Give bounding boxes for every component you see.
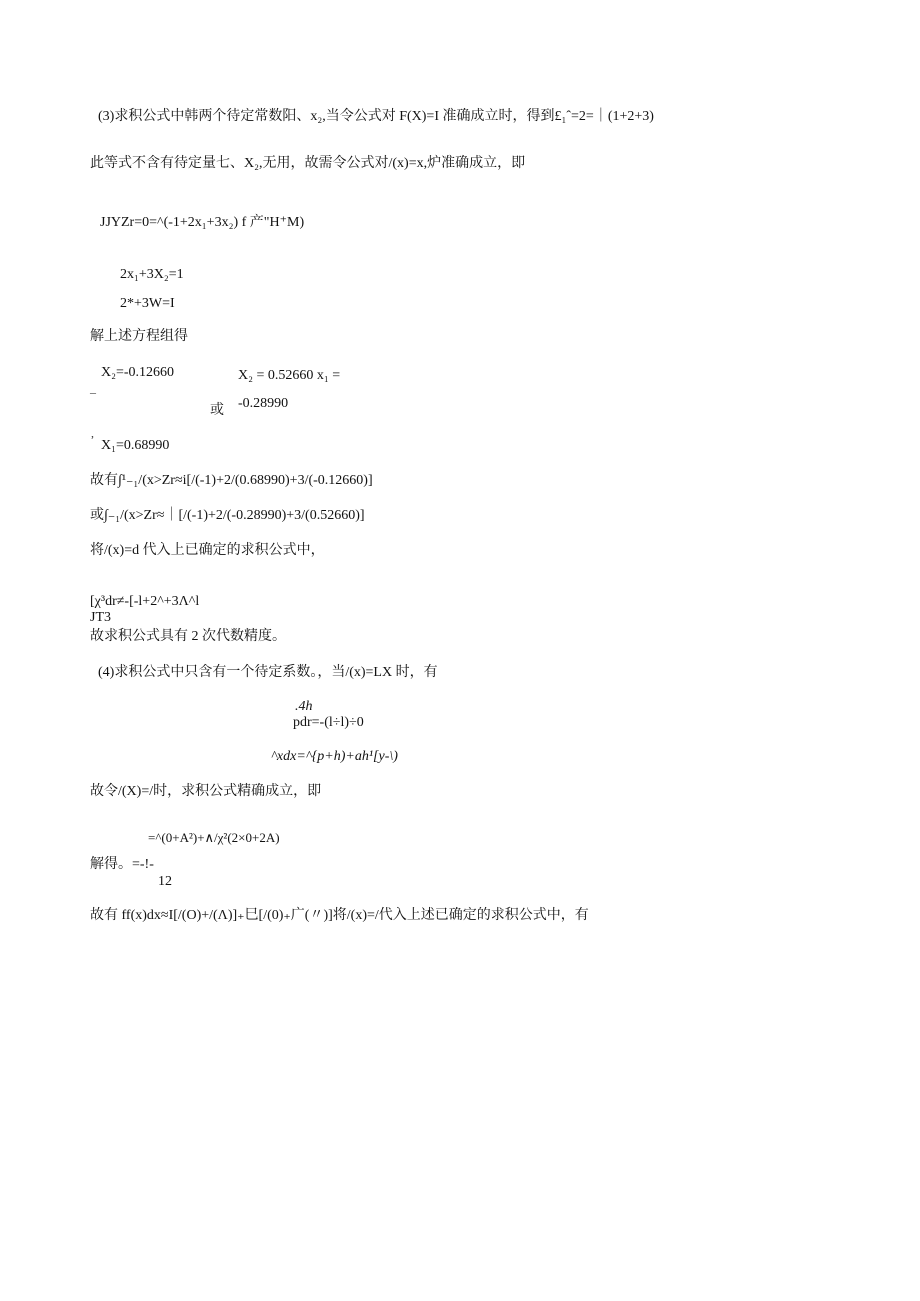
solved-line: 解得。=-!- (90, 857, 154, 872)
section-4-condition: 故令/(X)=/时，求积公式精确成立，即 (90, 784, 322, 799)
solution-b-x1: -0.28990 (238, 396, 289, 411)
formula-4-a: .4h (295, 699, 313, 714)
solution-a-x2: X₂=-0.12660 (101, 365, 175, 380)
formula-4-d: =^(0+A²)+∧/χ²(2×0+2A) (148, 830, 280, 845)
solved-denominator: 12 (158, 874, 172, 889)
solution-or: 或 (210, 403, 224, 418)
solution-a-comma: , (91, 426, 94, 440)
equation-system-line-2: 2*+3W=I (120, 296, 175, 311)
formula-4-c: ^xdx=^{p+h)+ah¹[y-\) (271, 749, 398, 764)
check-jt3: JT3 (90, 610, 111, 625)
section-3-note: 此等式不含有待定量七、X₂,无用，故需令公式对/(x)=x,炉准确成立，即 (90, 156, 526, 171)
equation-jjyz: JJYZr=0=^(-1+2x₁+3x₂) f 产"H⁺M) (100, 215, 305, 230)
solution-b-x2: X₂ = 0.52660 x₁ = (238, 368, 341, 383)
equation-system-line-1: 2x₁+3X₂=1 (120, 267, 184, 282)
solution-a-x1: X₁=0.68990 (101, 438, 170, 453)
solve-label: 解上述方程组得 (90, 329, 188, 344)
check-equation: [χ³dr≠-[-l+2^+3Λ^l (90, 594, 200, 609)
final-line: 故有 ff(x)dx≈I[/(O)+/(Λ)]₊巳[/(0)₊广(〃)]将/(x)=/代入上述已确定的求积公式中，有 (90, 908, 589, 923)
section-3-intro: (3)求积公式中韩两个待定常数阳、x₂,当令公式对 F(X)=I 准确成立时，得到£₁ˆ=2=｜(1+2+3) (98, 109, 654, 124)
precision-statement: 故求积公式具有 2 次代数精度。 (90, 629, 286, 644)
section-4-intro: (4)求积公式中只含有一个待定系数。，当/(x)=LX 时，有 (98, 665, 438, 680)
result-1: 故有∫¹₋₁/(x>Zr≈i[/(-1)+2/(0.68990)+3/(-0.12660)] (90, 473, 373, 488)
formula-4-b: pdr=-(l÷l)÷0 (293, 715, 364, 730)
substitute-line: 将/(x)=d 代入上已确定的求积公式中， (90, 543, 325, 558)
solution-a-dash: – (90, 385, 96, 399)
result-2: 或∫₋₁/(x>Zr≈｜[/(-1)+2/(-0.28990)+3/(0.52660)] (90, 508, 365, 523)
